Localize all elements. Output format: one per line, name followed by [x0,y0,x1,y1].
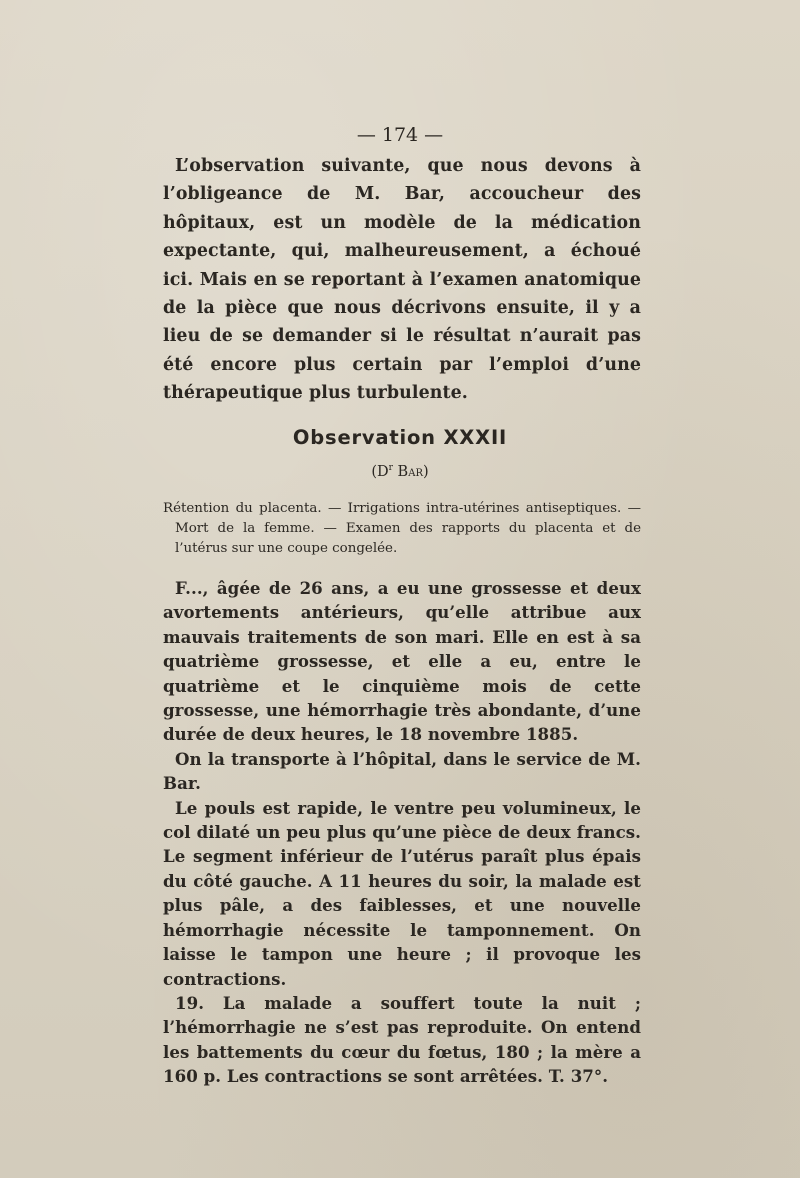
body-paragraph: F..., âgée de 26 ans, a eu une grossesse et deux avortements antérieurs, qu’elle attribue aux mauvais traitements de son mari. Elle en est à sa quatrième grossesse, et elle a eu, entre le quatrième et le cinquième mois de cette grossesse, une hémorrhagie très abondante, d’une durée de deux heures, le 18 novembre 1885. [163,578,641,745]
body-paragraph: 19. La malade a souffert toute la nuit ; l’hémorrhagie ne s’est pas reproduite. On entend les battements du cœur du fœtus, 180 ; la mère a 160 p. Les contractions se sont arrêtées. T. 37°. [163,992,641,1087]
author-superscript: r [388,463,393,473]
author-credit [0,463,800,480]
summary-text: Rétention du placenta. — Irrigations intra-utérines antiseptiques. — Mort de la femme. — Examen des rapports du placenta et de l’utérus sur une coupe congelée. [163,501,641,557]
intro-paragraph-text: L’observation suivante, que nous devons à l’obligeance de M. Bar, accoucheur des hôpitaux, est un modèle de la médication expectante, qui, malheureusement, a échoué ici. Mais en se reportant à l’examen anatomique de la pièce que nous décrivons ensuite, il y a lieu de se demander si le résultat n’aurait pas été encore plus certain par l’emploi d’une thérapeutique plus turbulente. [163,156,641,404]
body-paragraph: On la transporte à l’hôpital, dans le service de M. Bar. [163,748,641,794]
page-number: — 174 — [356,124,444,146]
body-paragraph: Le pouls est rapide, le ventre peu volumineux, le col dilaté un peu plus qu’une pièce de deux francs. Le segment inférieur de l’utérus paraît plus épais du côté gauche. A 11 heures du soir, la malade est plus pâle, a des faiblesses, et une nouvelle hémorrhagie nécessite le tamponnement. On laisse le tampon une heure ; il provoque les contractions. [163,797,641,989]
intro-paragraph [163,152,641,408]
author-prefix: (D [371,463,389,480]
author-name: Bar) [392,463,429,480]
observation-body [163,576,641,1089]
observation-summary [163,499,641,560]
section-title: Observation XXXII [292,426,508,449]
